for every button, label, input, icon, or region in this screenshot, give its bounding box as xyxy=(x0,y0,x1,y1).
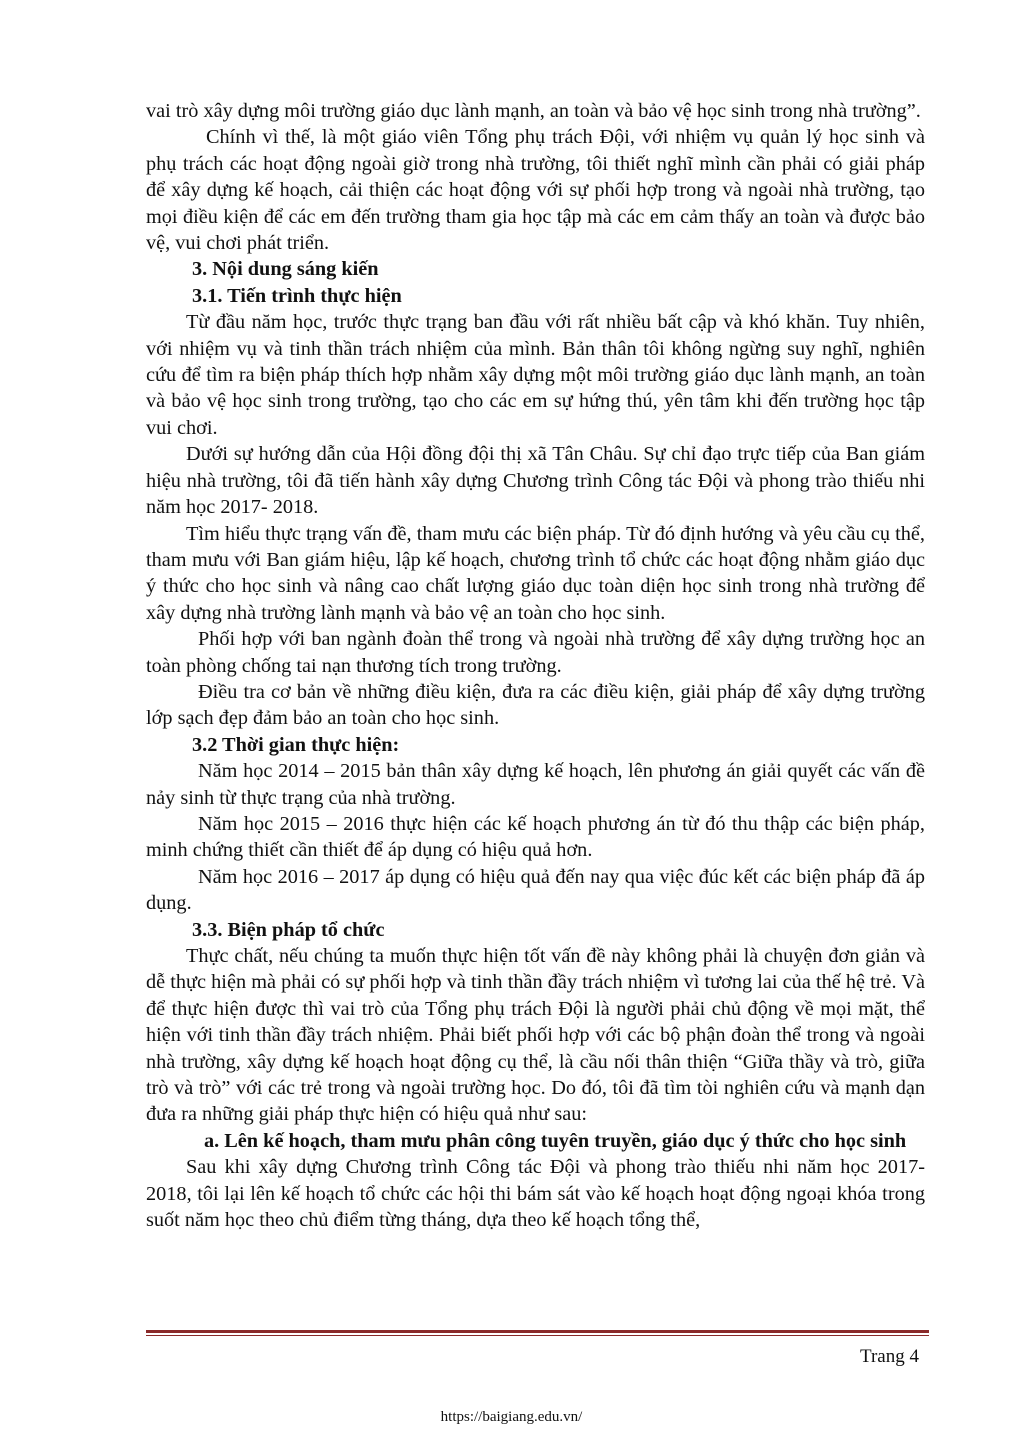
footer-divider-thin xyxy=(146,1335,929,1336)
section-heading-3-3: 3.3. Biện pháp tổ chức xyxy=(192,918,385,941)
subsection-heading-a: a. Lên kế hoạch, tham mưu phân công tuyên truyền, giáo dục ý thức cho học sinh xyxy=(204,1129,907,1152)
paragraph-plan: Sau khi xây dựng Chương trình Công tác Đội và phong trào thiếu nhi năm học 2017- 2018, tôi lại lên kế hoạch tổ chức các hội thi bám sát vào kế hoạch hoạt động ngoại khóa trong suốt năm học theo chủ điểm từng tháng, dựa theo kế hoạch tổng thể, xyxy=(146,1156,925,1232)
page-number: Trang 4 xyxy=(860,1346,919,1367)
paragraph-guidance: Dưới sự hướng dẫn của Hội đồng đội thị xã Tân Châu. Sự chỉ đạo trực tiếp của Ban giám hiệu nhà trường, tôi đã tiến hành xây dựng Chương trình Công tác Đội và phong trào thiếu nhi năm học 2017- 2018. xyxy=(146,443,925,519)
section-heading-3-1: 3.1. Tiến trình thực hiện xyxy=(192,284,402,307)
paragraph-research: Tìm hiểu thực trạng vấn đề, tham mưu các biện pháp. Từ đó định hướng và yêu cầu cụ thể, tham mưu với Ban giám hiệu, lập kế hoạch, chương trình tổ chức các hoạt động nhằm giáo dục ý thức cho học sinh và nâng cao chất lượng giáo dục toàn diện học sinh trong nhà trường để xây dựng nhà trường lành mạnh và bảo vệ an toàn cho học sinh. xyxy=(146,522,925,624)
paragraph-year-2015: Năm học 2015 – 2016 thực hiện các kế hoạch phương án từ đó thu thập các biện pháp, minh chứng thiết cần thiết để áp dụng có hiệu quả hơn. xyxy=(146,812,925,862)
page-body xyxy=(146,98,925,1233)
paragraph-survey: Điều tra cơ bản về những điều kiện, đưa ra các điều kiện, giải pháp để xây dựng trường lớp sạch đẹp đảm bảo an toàn cho học sinh. xyxy=(146,680,925,730)
paragraph-year-2014: Năm học 2014 – 2015 bản thân xây dựng kế hoạch, lên phương án giải quyết các vấn đề nảy sinh từ thực trạng của nhà trường. xyxy=(146,760,925,809)
paragraph-continued: vai trò xây dựng môi trường giáo dục lành mạnh, an toàn và bảo vệ học sinh trong nhà trường”. xyxy=(146,100,921,122)
paragraph-coordination: Phối hợp với ban ngành đoàn thể trong và ngoài nhà trường để xây dựng trường học an toàn phòng chống tai nạn thương tích trong trường. xyxy=(146,628,925,677)
paragraph-process-intro: Từ đầu năm học, trước thực trạng ban đầu với rất nhiều bất cập và khó khăn. Tuy nhiên, với nhiệm vụ và tinh thần trách nhiệm của mình. Bản thân tôi không ngừng suy nghĩ, nghiên cứu để tìm ra biện pháp thích hợp nhằm xây dựng một môi trường giáo dục lành mạnh, an toàn và bảo vệ học sinh trong trường, tạo cho các em sự hứng thú, yên tâm khi đến trường học tập vui chơi. xyxy=(146,311,925,439)
footer-divider-thick xyxy=(146,1330,929,1333)
paragraph-year-2016: Năm học 2016 – 2017 áp dụng có hiệu quả đến nay qua việc đúc kết các biện pháp đã áp dụng. xyxy=(146,865,925,915)
paragraph-rationale: Chính vì thế, là một giáo viên Tổng phụ trách Đội, với nhiệm vụ quản lý học sinh và phụ trách các hoạt động ngoài giờ trong nhà trường, tôi thiết nghĩ mình cần phải có giải pháp để xây dựng kế hoạch, cải thiện các hoạt động với sự phối hợp trong và ngoài nhà trường, tạo mọi điều kiện để các em đến trường tham gia học tập mà các em cảm thấy an toàn và được bảo vệ, vui chơi phát triển. xyxy=(146,126,925,255)
source-url: https://baigiang.edu.vn/ xyxy=(440,1409,583,1425)
paragraph-measures: Thực chất, nếu chúng ta muốn thực hiện tốt vấn đề này không phải là chuyện đơn giản và dễ thực hiện mà phải có sự phối hợp và tinh thần đầy trách nhiệm vì tương lai của thế hệ trẻ. Và để thực hiện được thì vai trò của Tổng phụ trách Đội là người phải chủ động về mọi mặt, thể hiện với tinh thần đầy trách nhiệm. Phải biết phối hợp với các bộ phận đoàn thể trong và ngoài nhà trường, xây dựng kế hoạch hoạt động cụ thể, là cầu nối thân thiện “Giữa thầy và trò, giữa trò và trò” với các trẻ trong và ngoài trường học. Do đó, tôi đã tìm tòi nghiên cứu và mạnh dạn đưa ra những giải pháp thực hiện có hiệu quả như sau: xyxy=(146,945,925,1126)
section-heading-3-2: 3.2 Thời gian thực hiện: xyxy=(192,733,400,756)
section-heading-3: 3. Nội dung sáng kiến xyxy=(192,258,379,281)
